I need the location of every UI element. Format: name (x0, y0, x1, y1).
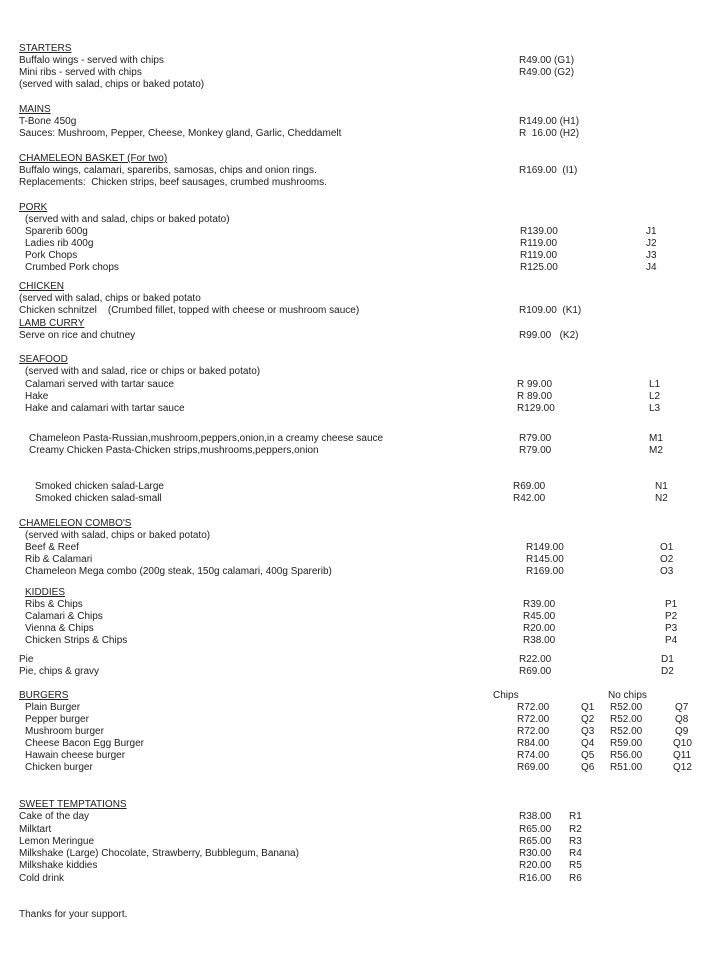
menu-item-code: J2 (646, 238, 657, 249)
menu-item-price: R39.00 (523, 599, 556, 610)
menu-item-code: Q11 (673, 750, 692, 761)
menu-item-name: Beef & Reef (25, 542, 79, 553)
menu-item-name: Sparerib 600g (25, 226, 88, 237)
menu-item-name: T-Bone 450g (19, 116, 77, 127)
menu-item-code: R1 (569, 811, 582, 822)
menu-item-price: R65.00 (519, 824, 552, 835)
menu-item-name: Chameleon Pasta-Russian,mushroom,peppers,onion,in a creamy cheese sauce (29, 433, 384, 444)
menu-item-price: R49.00 (G1) (519, 55, 575, 66)
menu-item-name: Cheese Bacon Egg Burger (25, 738, 144, 749)
menu-item-price: R119.00 (520, 238, 558, 249)
menu-item-code: L3 (649, 403, 661, 414)
menu-item-code: L2 (649, 391, 661, 402)
menu-item-name: Mushroom burger (25, 726, 104, 737)
menu-item-name: Calamari & Chips (25, 611, 103, 622)
menu-item-price-chips: R69.00 (517, 762, 550, 773)
menu-item-price-no-chips: R59.00 (610, 738, 643, 749)
menu-item-code: Q9 (675, 726, 689, 737)
menu-item-name: Milkshake kiddies (19, 860, 98, 871)
menu-item-name: Hawain cheese burger (25, 750, 126, 761)
combos-heading: CHAMELEON COMBO'S (19, 518, 132, 529)
footer-thanks: Thanks for your support. (19, 909, 128, 920)
menu-item-name: Serve on rice and chutney (19, 330, 136, 341)
menu-item-code: Q5 (581, 750, 595, 761)
pork-heading: PORK (19, 202, 48, 213)
menu-item-price: R22.00 (519, 654, 552, 665)
sweet-temptations-heading: SWEET TEMPTATIONS (19, 799, 127, 810)
menu-item-code: R2 (569, 824, 582, 835)
menu-item-code: P3 (665, 623, 678, 634)
menu-item-code: R3 (569, 836, 582, 847)
menu-item-price: R65.00 (519, 836, 552, 847)
menu-item-code: J1 (646, 226, 657, 237)
menu-item-price-no-chips: R52.00 (610, 726, 643, 737)
menu-item-price: R79.00 (519, 433, 552, 444)
menu-item-code: M1 (649, 433, 663, 444)
menu-item-price: R149.00 (H1) (519, 116, 580, 127)
menu-item-name: Chameleon Mega combo (200g steak, 150g calamari, 400g Sparerib) (25, 566, 332, 577)
section-note: (served with and salad, chips or baked potato) (25, 214, 230, 225)
menu-item-price-no-chips: R51.00 (610, 762, 643, 773)
menu-item-price: R45.00 (523, 611, 556, 622)
burgers-no-chips-column-header: No chips (608, 690, 647, 701)
menu-item-price-no-chips: R56.00 (610, 750, 643, 761)
menu-item-code: Q10 (673, 738, 692, 749)
menu-item-code: O2 (660, 554, 674, 565)
menu-item-name: Pepper burger (25, 714, 89, 725)
menu-item-name: Creamy Chicken Pasta-Chicken strips,mushrooms,peppers,onion (29, 445, 319, 456)
menu-item-code: R6 (569, 873, 582, 884)
menu-item-code: D2 (661, 666, 674, 677)
menu-item-code: Q4 (581, 738, 595, 749)
menu-item-price-chips: R72.00 (517, 714, 550, 725)
menu-item-code: Q3 (581, 726, 595, 737)
menu-item-price-chips: R72.00 (517, 702, 550, 713)
menu-item-name: Mini ribs - served with chips (19, 67, 142, 78)
section-note: (served with salad, chips or baked potato) (19, 79, 205, 90)
lamb-curry-heading: LAMB CURRY (19, 318, 85, 329)
menu-item-name: Smoked chicken salad-Large (35, 481, 164, 492)
menu-item-name: Chicken Strips & Chips (25, 635, 128, 646)
menu-item-price: R42.00 (513, 493, 546, 504)
menu-item-code: M2 (649, 445, 663, 456)
menu-item-code: J4 (646, 262, 657, 273)
menu-item-name: Lemon Meringue (19, 836, 95, 847)
menu-item-price: R129.00 (517, 403, 555, 414)
seafood-heading: SEAFOOD (19, 354, 68, 365)
menu-item-name: Crumbed Pork chops (25, 262, 119, 273)
menu-item-name: Chicken burger (25, 762, 93, 773)
menu-item-name: Milkshake (Large) Chocolate, Strawberry, Bubblegum, Banana) (19, 848, 299, 859)
menu-item-price-no-chips: R52.00 (610, 714, 643, 725)
menu-item-code: P4 (665, 635, 678, 646)
chicken-heading: CHICKEN (19, 281, 65, 292)
menu-item-code: Q6 (581, 762, 595, 773)
menu-item-name: Vienna & Chips (25, 623, 94, 634)
menu-item-price: R16.00 (519, 873, 552, 884)
menu-item-name: Buffalo wings - served with chips (19, 55, 164, 66)
menu-item-price: R79.00 (519, 445, 552, 456)
menu-item-price: R 16.00 (H2) (519, 128, 580, 139)
menu-item-price: R38.00 (523, 635, 556, 646)
menu-item-code: R4 (569, 848, 582, 859)
menu-item-price: R99.00 (K2) (519, 330, 579, 341)
menu-item-code: D1 (661, 654, 674, 665)
menu-item-price: R125.00 (520, 262, 558, 273)
menu-item-name: Sauces: Mushroom, Pepper, Cheese, Monkey gland, Garlic, Cheddamelt (19, 128, 342, 139)
menu-item-price: R 99.00 (517, 379, 553, 390)
section-note: (served with salad, chips or baked potato (19, 293, 201, 304)
menu-item-name: Smoked chicken salad-small (35, 493, 162, 504)
menu-item-name: Plain Burger (25, 702, 81, 713)
starters-heading: STARTERS (19, 43, 72, 54)
menu-item-name: Ladies rib 400g (25, 238, 94, 249)
menu-item-code: Q7 (675, 702, 689, 713)
menu-item-code: Q1 (581, 702, 595, 713)
menu-item-price: R69.00 (513, 481, 546, 492)
menu-item-price: R20.00 (523, 623, 556, 634)
basket-description: Buffalo wings, calamari, spareribs, samosas, chips and onion rings. (19, 165, 317, 176)
menu-item-name: Milktart (19, 824, 52, 835)
menu-item-price: R30.00 (519, 848, 552, 859)
menu-item-name: Chicken schnitzel (Crumbed fillet, topped with cheese or mushroom sauce) (19, 305, 360, 316)
menu-item-price: R38.00 (519, 811, 552, 822)
menu-item-code: Q8 (675, 714, 689, 725)
menu-item-code: P1 (665, 599, 678, 610)
menu-item-name: Calamari served with tartar sauce (25, 379, 174, 390)
basket-replacements: Replacements: Chicken strips, beef sausages, crumbed mushrooms. (19, 177, 327, 188)
section-note: (served with salad, chips or baked potato) (25, 530, 211, 541)
menu-item-code: L1 (649, 379, 661, 390)
menu-item-price: R20.00 (519, 860, 552, 871)
menu-item-name: Hake (25, 391, 49, 402)
menu-item-code: Q2 (581, 714, 595, 725)
menu-item-price: R139.00 (520, 226, 558, 237)
menu-item-name: Cold drink (19, 873, 65, 884)
menu-item-price: R 89.00 (517, 391, 553, 402)
menu-item-price: R119.00 (520, 250, 558, 261)
burgers-chips-column-header: Chips (493, 690, 519, 701)
menu-item-price: R169.00 (526, 566, 564, 577)
menu-item-price-chips: R84.00 (517, 738, 550, 749)
menu-item-price: R109.00 (K1) (519, 305, 582, 316)
menu-item-name: Ribs & Chips (25, 599, 83, 610)
menu-item-price-chips: R74.00 (517, 750, 550, 761)
menu-item-code: P2 (665, 611, 678, 622)
menu-item-code: O1 (660, 542, 674, 553)
menu-item-price: R49.00 (G2) (519, 67, 575, 78)
menu-item-name: Pie (19, 654, 34, 665)
section-note: (served with and salad, rice or chips or baked potato) (25, 366, 261, 377)
burgers-heading: BURGERS (19, 690, 69, 701)
menu-item-code: O3 (660, 566, 674, 577)
menu-item-code: R5 (569, 860, 582, 871)
menu-item-price: R149.00 (526, 542, 564, 553)
menu-item-code: J3 (646, 250, 657, 261)
menu-item-name: Pork Chops (25, 250, 78, 261)
menu-item-name: Rib & Calamari (25, 554, 93, 565)
menu-item-code: N2 (655, 493, 668, 504)
menu-item-code: N1 (655, 481, 668, 492)
menu-item-price-no-chips: R52.00 (610, 702, 643, 713)
menu-item-name: Pie, chips & gravy (19, 666, 100, 677)
menu-item-price-chips: R72.00 (517, 726, 550, 737)
menu-item-code: Q12 (673, 762, 692, 773)
menu-item-price: R69.00 (519, 666, 552, 677)
mains-heading: MAINS (19, 104, 51, 115)
menu-item-name: Hake and calamari with tartar sauce (25, 403, 185, 414)
basket-heading: CHAMELEON BASKET (For two) (19, 153, 168, 164)
menu-item-price: R145.00 (526, 554, 564, 565)
kiddies-heading: KIDDIES (25, 587, 66, 598)
menu-item-price: R169.00 (I1) (519, 165, 578, 176)
menu-item-name: Cake of the day (19, 811, 90, 822)
